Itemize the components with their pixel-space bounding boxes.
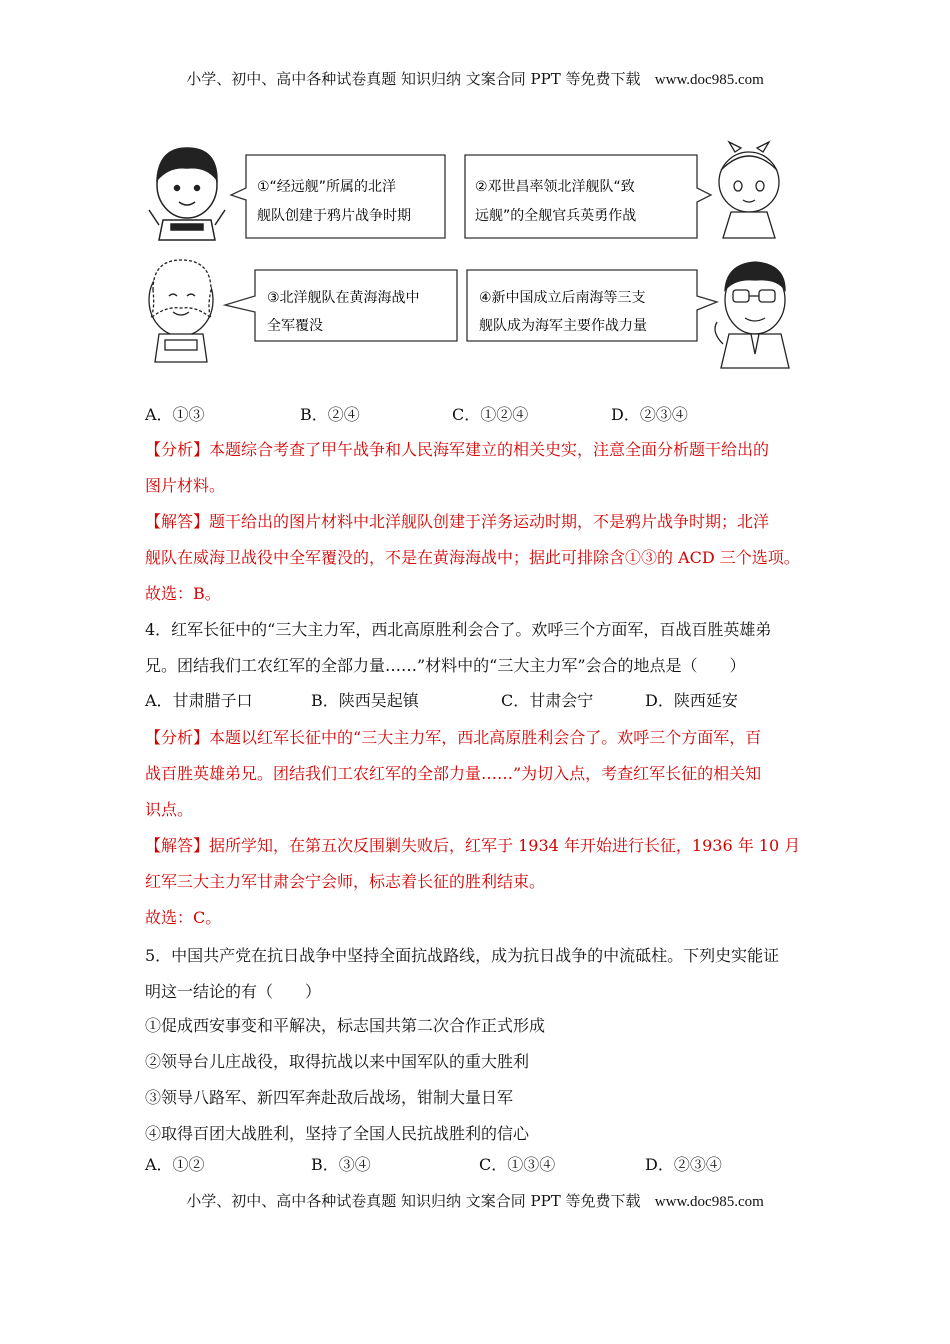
q3-answer-line-2: 舰队在威海卫战役中全军覆没的，不是在黄海海战中；据此可排除含①③的 ACD 三个选项。 bbox=[145, 548, 800, 567]
q3-option-a[interactable]: A．①③ bbox=[145, 405, 205, 424]
cartoon-illustration bbox=[145, 140, 805, 370]
q3-answer bbox=[145, 504, 810, 612]
q4-answer bbox=[145, 828, 810, 936]
q5-stem bbox=[145, 938, 810, 1010]
q4-stem-line-1: 4．红军长征中的“三大主力军，西北高原胜利会合了。欢呼三个方面军，百战百胜英雄弟 bbox=[145, 620, 772, 639]
bubble-4-line-2: 舰队成为海军主要作战力量 bbox=[479, 318, 647, 334]
bubble-1-line-1: ①“经远舰”所属的北洋 bbox=[257, 179, 397, 195]
q5-items bbox=[145, 1008, 810, 1152]
q3-analysis bbox=[145, 432, 810, 504]
bubble-4-line-1: ④新中国成立后南海等三支 bbox=[479, 290, 646, 306]
q5-item-3: ③领导八路军、新四军奔赴敌后战场，钳制大量日军 bbox=[145, 1088, 514, 1107]
q4-option-d[interactable]: D．陕西延安 bbox=[645, 691, 738, 710]
q4-analysis bbox=[145, 720, 810, 828]
q4-answer-line-1: 据所学知，在第五次反围剿失败后，红军于 1934 年开始进行长征，1936 年 10 月 bbox=[209, 836, 801, 855]
q3-analysis-line-2: 图片材料。 bbox=[145, 476, 226, 495]
q4-analysis-line-2: 战百胜英雄弟兄。团结我们工农红军的全部力量……”为切入点，考查红军长征的相关知 bbox=[145, 764, 762, 783]
footer-site[interactable]: www.doc985.com bbox=[654, 1194, 764, 1210]
q4-option-c[interactable]: C．甘肃会宁 bbox=[501, 691, 594, 710]
header-text: 小学、初中、高中各种试卷真题 知识归纳 文案合同 PPT 等免费下载 bbox=[186, 70, 641, 88]
man-character bbox=[715, 262, 789, 368]
footer-text: 小学、初中、高中各种试卷真题 知识归纳 文案合同 PPT 等免费下载 bbox=[186, 1192, 641, 1210]
q4-option-b[interactable]: B．陕西吴起镇 bbox=[311, 691, 419, 710]
speech-bubble-2 bbox=[465, 155, 711, 238]
q5-option-d[interactable]: D．②③④ bbox=[645, 1155, 722, 1174]
q4-analysis-line-1: 本题以红军长征中的“三大主力军，西北高原胜利会合了。欢呼三个方面军，百 bbox=[209, 728, 762, 747]
bubble-1-line-2: 舰队创建于鸦片战争时期 bbox=[257, 208, 411, 224]
q4-option-a[interactable]: A．甘肃腊子口 bbox=[145, 691, 253, 710]
q4-answer-line-2: 红军三大主力军甘肃会宁会师，标志着长征的胜利结束。 bbox=[145, 872, 546, 891]
bubble-2-line-2: 远舰”的全舰官兵英勇作战 bbox=[475, 208, 637, 224]
header-site[interactable]: www.doc985.com bbox=[654, 72, 764, 88]
q3-analysis-line-1: 本题综合考查了甲午战争和人民海军建立的相关史实，注意全面分析题干给出的 bbox=[209, 440, 770, 459]
q5-stem-line-1: 5．中国共产党在抗日战争中坚持全面抗战路线，成为抗日战争的中流砥柱。下列史实能证 bbox=[145, 946, 780, 965]
girl-character bbox=[719, 142, 779, 238]
speech-bubble-3 bbox=[225, 270, 457, 341]
q5-item-4: ④取得百团大战胜利，坚持了全国人民抗战胜利的信心 bbox=[145, 1124, 530, 1143]
q3-option-d[interactable]: D．②③④ bbox=[611, 405, 688, 424]
boy-character bbox=[149, 148, 225, 240]
q5-item-1: ①促成西安事变和平解决，标志国共第二次合作正式形成 bbox=[145, 1016, 546, 1035]
speech-bubble-4 bbox=[467, 270, 717, 341]
q3-option-c[interactable]: C．①②④ bbox=[452, 405, 529, 424]
q5-stem-line-2: 明这一结论的有（ ） bbox=[145, 982, 322, 1001]
q4-answer-tag: 【解答】 bbox=[145, 836, 210, 855]
q3-analysis-tag: 【分析】 bbox=[145, 440, 210, 459]
q5-item-2: ②领导台儿庄战役，取得抗战以来中国军队的重大胜利 bbox=[145, 1052, 530, 1071]
q4-analysis-line-3: 识点。 bbox=[145, 800, 194, 819]
woman-character bbox=[149, 260, 213, 362]
q3-option-b[interactable]: B．②④ bbox=[300, 405, 360, 424]
q4-stem bbox=[145, 612, 810, 684]
q4-analysis-tag: 【分析】 bbox=[145, 728, 210, 747]
page-footer bbox=[0, 1190, 950, 1211]
bubble-2-line-1: ②邓世昌率领北洋舰队“致 bbox=[475, 179, 635, 195]
q5-option-c[interactable]: C．①③④ bbox=[479, 1155, 556, 1174]
bubble-3-line-2: 全军覆没 bbox=[267, 318, 323, 334]
q5-option-a[interactable]: A．①② bbox=[145, 1155, 205, 1174]
q3-choice: 故选：B。 bbox=[145, 584, 221, 603]
q4-choice: 故选：C。 bbox=[145, 908, 222, 927]
q5-option-b[interactable]: B．③④ bbox=[311, 1155, 371, 1174]
q3-answer-tag: 【解答】 bbox=[145, 512, 210, 531]
page-header bbox=[0, 68, 950, 89]
speech-bubble-1 bbox=[231, 155, 445, 238]
bubble-3-line-1: ③北洋舰队在黄海海战中 bbox=[267, 290, 420, 306]
q3-answer-line-1: 题干给出的图片材料中北洋舰队创建于洋务运动时期，不是鸦片战争时期；北洋 bbox=[209, 512, 770, 531]
q4-stem-line-2: 兄。团结我们工农红军的全部力量……”材料中的“三大主力军”会合的地点是（ ） bbox=[145, 656, 746, 675]
